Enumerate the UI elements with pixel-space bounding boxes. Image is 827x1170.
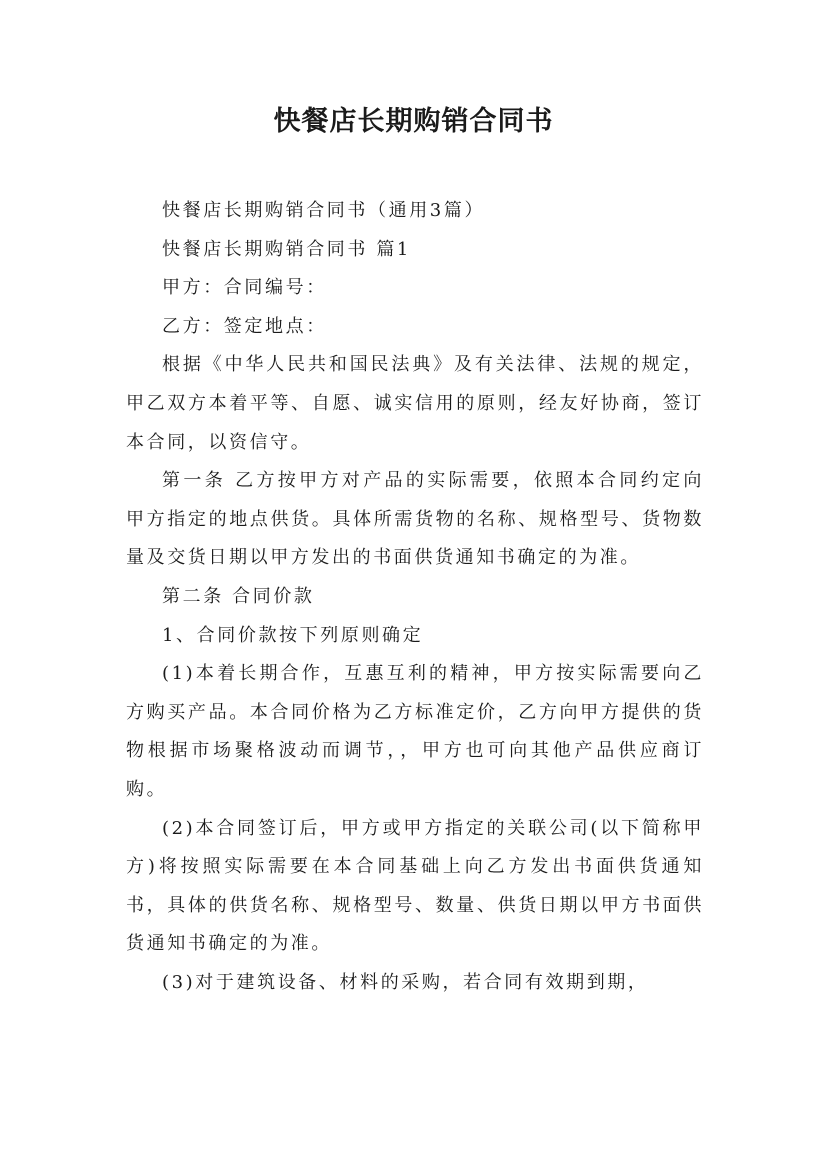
- subtitle-line: 快餐店长期购销合同书（通用3篇）: [162, 200, 486, 221]
- document-body: [126, 192, 704, 1002]
- article-1-paragraph: 第一条 乙方按甲方对产品的实际需要，依照本合同约定向甲方指定的地点供货。具体所需货物的名称、规格型号、货物数量及交货日期以甲方发出的书面供货通知书确定的为准。: [126, 470, 704, 569]
- preamble-paragraph: 根据《中华人民共和国民法典》及有关法律、法规的规定，甲乙双方本着平等、自愿、诚实信用的原则，经友好协商，签订本合同，以资信守。: [126, 354, 704, 453]
- document-title: 快餐店长期购销合同书: [273, 106, 554, 137]
- article-2-heading: 第二条 合同价款: [162, 585, 315, 607]
- party-a-line: 甲方：合同编号：: [162, 277, 327, 299]
- clause-1-2-paragraph: (2)本合同签订后，甲方或甲方指定的关联公司(以下简称甲方)将按照实际需要在本合同基础上向乙方发出书面供货通知书，具体的供货名称、规格型号、数量、供货日期以甲方书面供货通知书确定的为准。: [126, 817, 704, 955]
- clause-1-3-paragraph: (3)对于建筑设备、材料的采购，若合同有效期到期，: [162, 971, 649, 993]
- party-b-line: 乙方：签定地点：: [162, 315, 327, 337]
- clause-1-heading: 1、合同价款按下列原则确定: [162, 624, 424, 646]
- section-heading: 快餐店长期购销合同书 篇1: [162, 238, 411, 260]
- clause-1-1-paragraph: (1)本着长期合作，互惠互利的精神，甲方按实际需要向乙方购买产品。本合同价格为乙方标准定价，乙方向甲方提供的货物根据市场聚格波动而调节，，甲方也可向其他产品供应商订购。: [126, 663, 704, 800]
